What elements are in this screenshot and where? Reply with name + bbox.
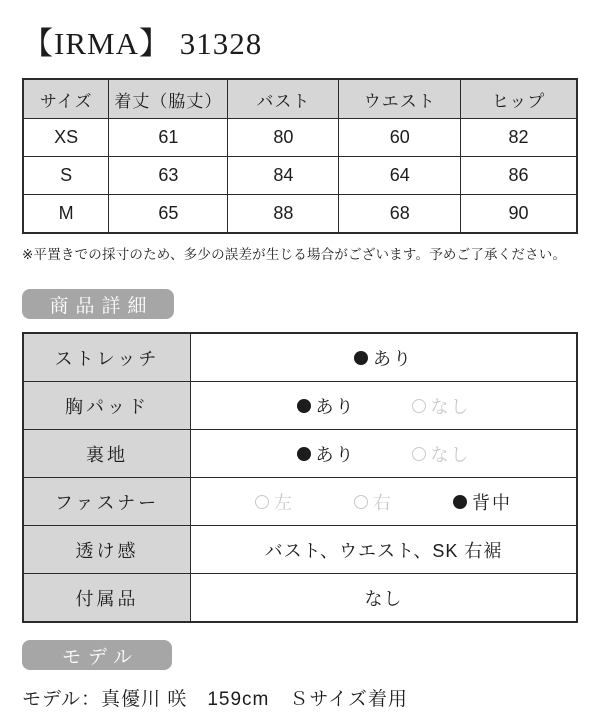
options-group bbox=[191, 489, 576, 515]
option-label: あり bbox=[315, 444, 356, 465]
details-label-cell: 付属品 bbox=[23, 574, 191, 623]
measurement-cell: 68 bbox=[339, 195, 461, 234]
size-table-row bbox=[23, 157, 577, 195]
radio-option-unselected bbox=[354, 489, 393, 515]
radio-option-selected bbox=[453, 489, 512, 515]
section-header-model-label: モデル bbox=[61, 646, 140, 668]
filled-circle-icon bbox=[453, 495, 467, 509]
measurement-cell: 61 bbox=[109, 119, 228, 157]
options-group bbox=[191, 393, 576, 419]
size-table-header-cell: ウエスト bbox=[339, 79, 461, 119]
details-value-cell bbox=[191, 478, 578, 526]
size-table-row bbox=[23, 195, 577, 234]
option-label: なし bbox=[430, 444, 471, 465]
details-value-cell bbox=[191, 430, 578, 478]
measurement-cell: 80 bbox=[228, 119, 339, 157]
empty-circle-icon bbox=[412, 447, 426, 461]
empty-circle-icon bbox=[412, 399, 426, 413]
section-header-details-label: 商品詳細 bbox=[49, 295, 154, 317]
radio-option-unselected bbox=[255, 489, 294, 515]
details-table-row bbox=[23, 382, 577, 430]
details-table-row bbox=[23, 526, 577, 574]
option-label: あり bbox=[373, 348, 413, 369]
measurement-cell: 63 bbox=[109, 157, 228, 195]
measurement-cell: 82 bbox=[461, 119, 577, 157]
options-group bbox=[191, 345, 576, 371]
size-table bbox=[22, 78, 578, 234]
size-name-cell: M bbox=[23, 195, 109, 234]
measurement-note: ※平置きでの採寸のため、多少の誤差が生じる場合がございます。予めご了承ください。 bbox=[22, 247, 567, 262]
size-table-head bbox=[23, 79, 577, 119]
measurement-cell: 60 bbox=[339, 119, 461, 157]
measurement-cell: 84 bbox=[228, 157, 339, 195]
details-label-cell: 裏地 bbox=[23, 430, 191, 478]
measurement-cell: 64 bbox=[339, 157, 461, 195]
details-table bbox=[22, 332, 578, 623]
option-label: あり bbox=[315, 396, 356, 417]
measurement-cell: 90 bbox=[461, 195, 577, 234]
radio-option-unselected bbox=[412, 441, 471, 467]
size-table-header-cell: サイズ bbox=[23, 79, 109, 119]
size-table-header-cell: バスト bbox=[228, 79, 339, 119]
details-label-cell: ストレッチ bbox=[23, 333, 191, 382]
details-table-row bbox=[23, 333, 577, 382]
options-group bbox=[191, 441, 576, 467]
details-table-body bbox=[23, 333, 577, 622]
section-header-details bbox=[22, 289, 174, 319]
empty-circle-icon bbox=[255, 495, 269, 509]
model-info: モデル：真優川 咲 159cm Ｓサイズ着用 bbox=[22, 689, 408, 710]
option-label: 右 bbox=[373, 492, 393, 513]
radio-option-selected bbox=[354, 345, 413, 371]
measurement-cell: 88 bbox=[228, 195, 339, 234]
option-label: 背中 bbox=[472, 492, 512, 513]
size-table-header-cell: ヒップ bbox=[461, 79, 577, 119]
filled-circle-icon bbox=[354, 351, 368, 365]
radio-option-unselected bbox=[412, 393, 471, 419]
size-table-header-row bbox=[23, 79, 577, 119]
option-label: なし bbox=[430, 396, 471, 417]
details-table-row bbox=[23, 574, 577, 623]
size-name-cell: S bbox=[23, 157, 109, 195]
details-value-cell: なし bbox=[191, 574, 578, 623]
details-table-row bbox=[23, 430, 577, 478]
filled-circle-icon bbox=[297, 399, 311, 413]
measurement-cell: 65 bbox=[109, 195, 228, 234]
empty-circle-icon bbox=[354, 495, 368, 509]
size-table-body bbox=[23, 119, 577, 234]
section-header-model bbox=[22, 640, 172, 670]
details-value-cell bbox=[191, 382, 578, 430]
details-value-cell bbox=[191, 333, 578, 382]
details-label-cell: ファスナー bbox=[23, 478, 191, 526]
radio-option-selected bbox=[297, 393, 356, 419]
details-table-row bbox=[23, 478, 577, 526]
measurement-cell: 86 bbox=[461, 157, 577, 195]
radio-option-selected bbox=[297, 441, 356, 467]
size-table-header-cell: 着丈（脇丈） bbox=[109, 79, 228, 119]
size-name-cell: XS bbox=[23, 119, 109, 157]
filled-circle-icon bbox=[297, 447, 311, 461]
details-label-cell: 胸パッド bbox=[23, 382, 191, 430]
size-table-row bbox=[23, 119, 577, 157]
details-value-cell: バスト、ウエスト、SK 右裾 bbox=[191, 526, 578, 574]
option-label: 左 bbox=[274, 492, 294, 513]
page-title: 【IRMA】 31328 bbox=[22, 26, 263, 61]
details-label-cell: 透け感 bbox=[23, 526, 191, 574]
